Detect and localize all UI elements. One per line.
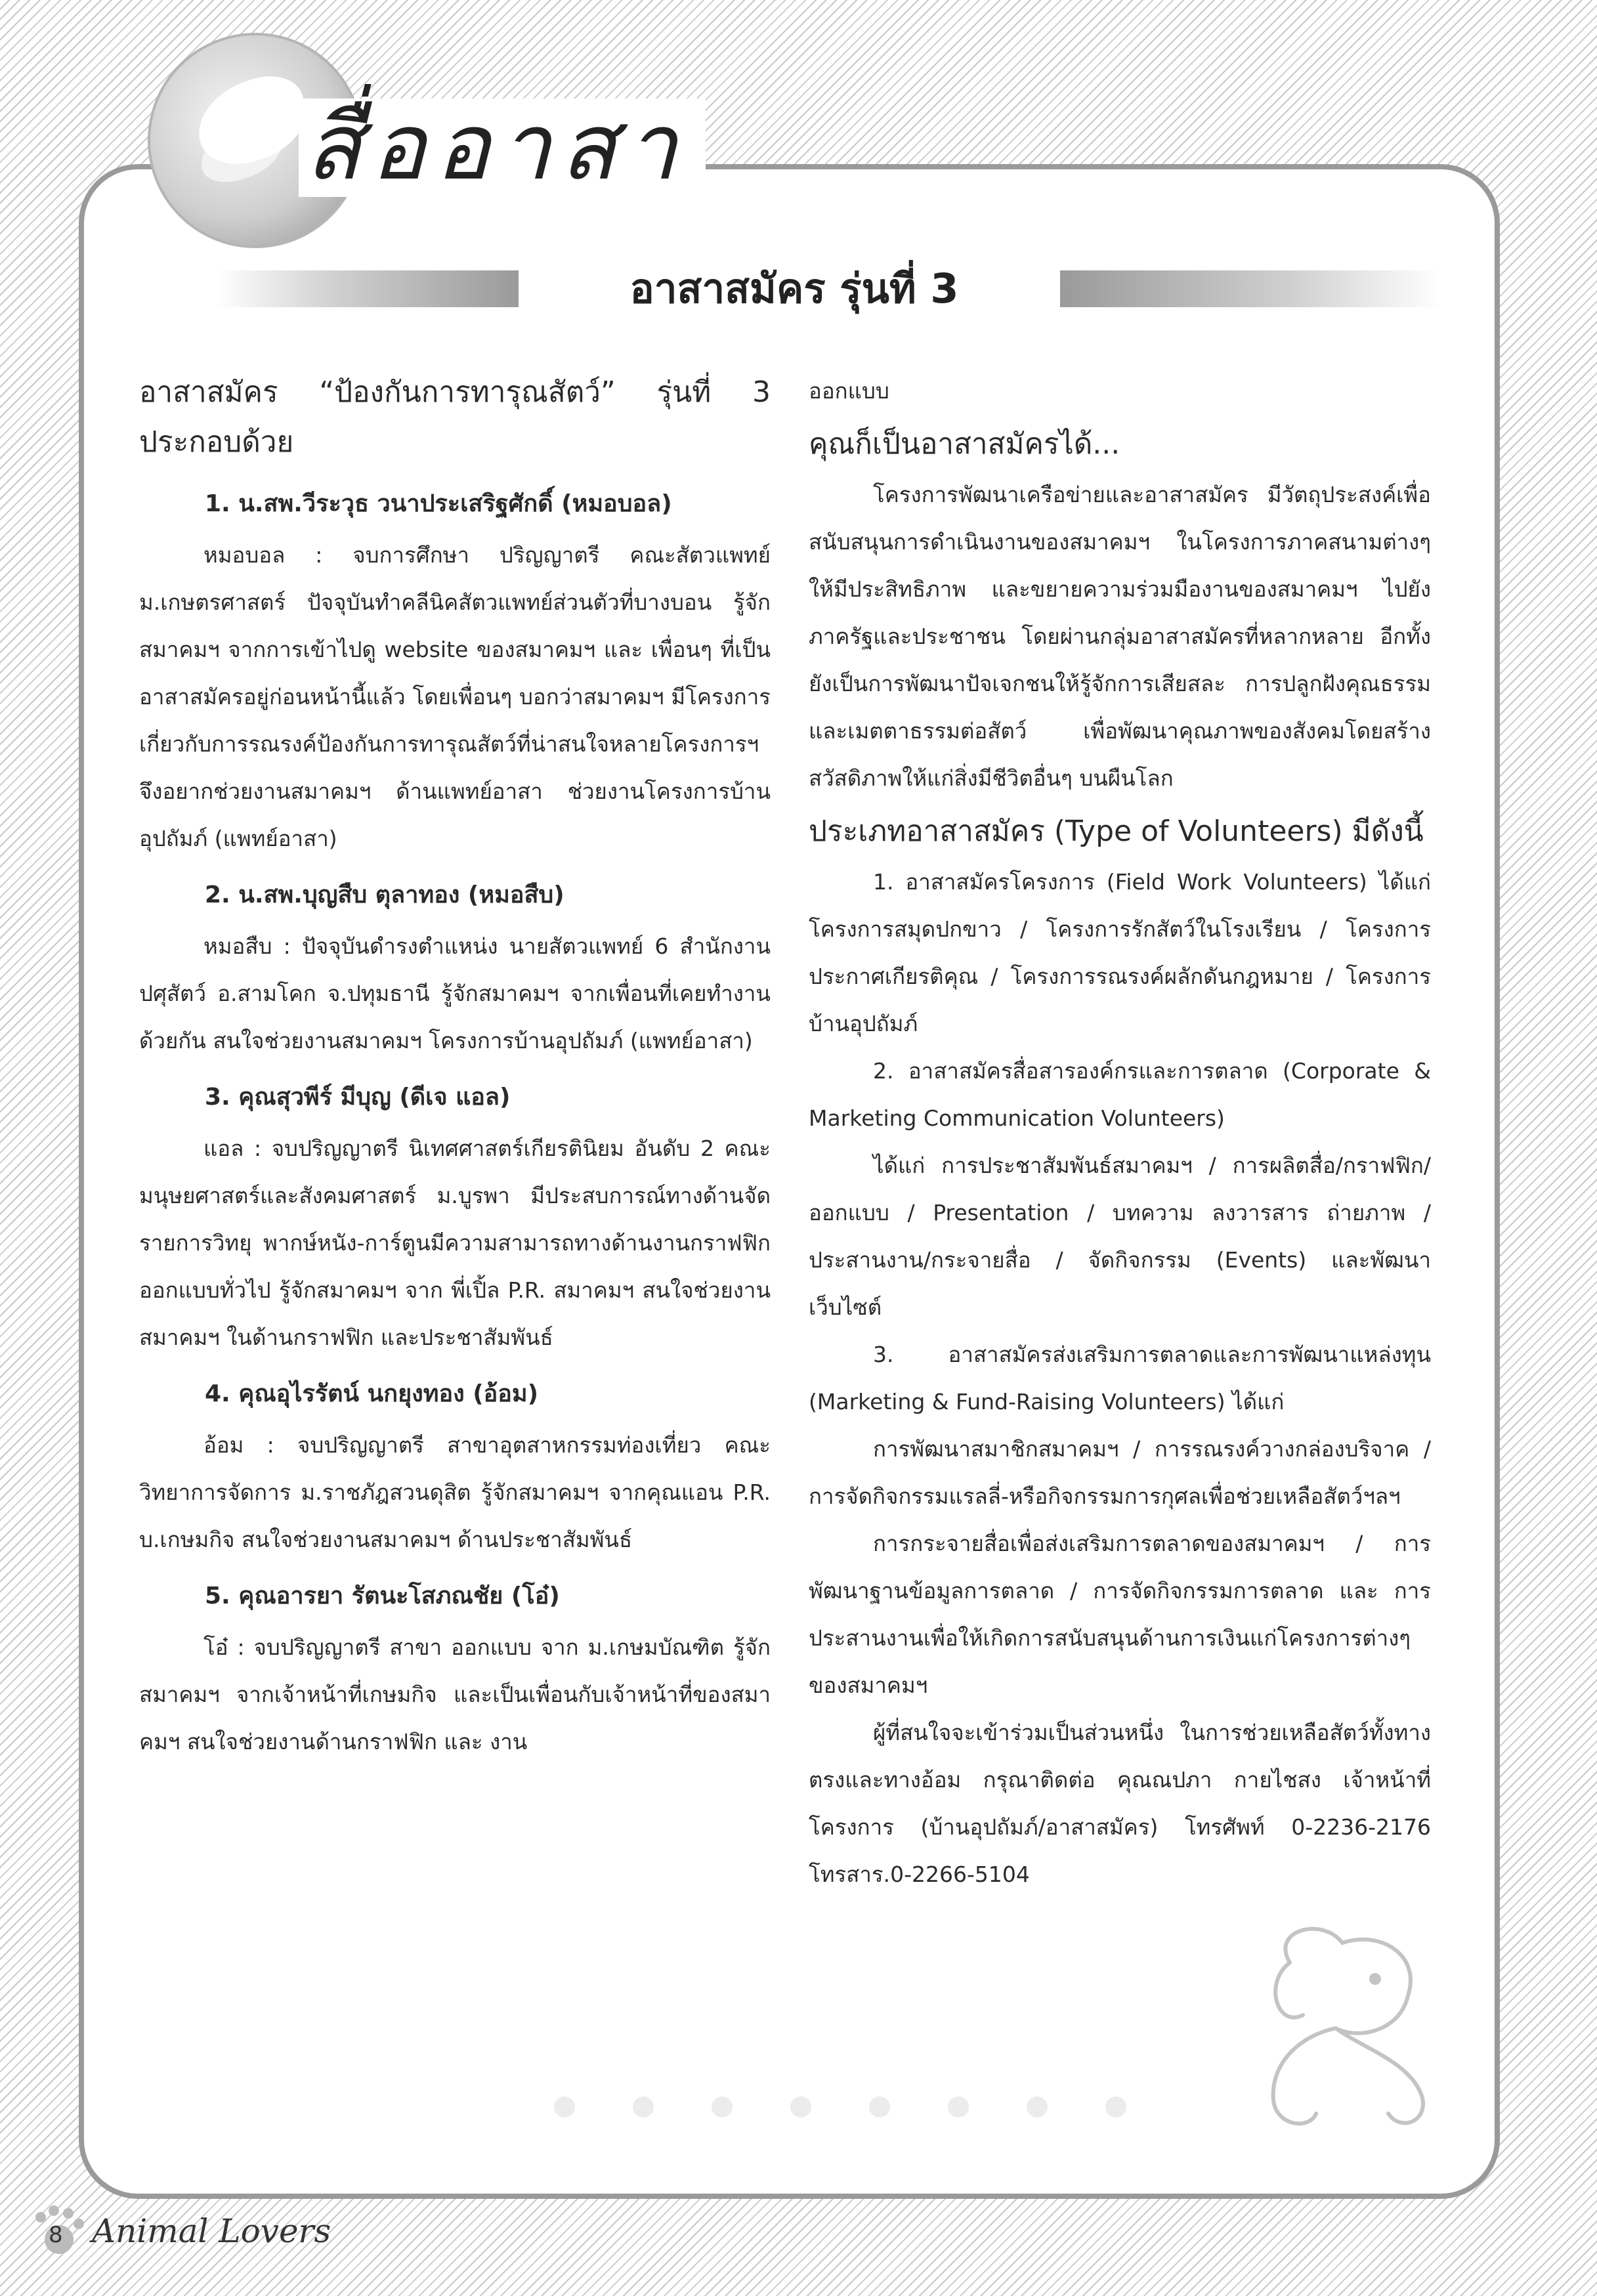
member-name-3: 3. คุณสุวพีร์ มีบุญ (ดีเจ แอล) xyxy=(205,1084,511,1111)
member-bio-2: หมอสืบ : ปัจจุบันดำรงตำแหน่ง นายสัตวแพทย์ 6 สำนักงานปศุสัตว์ อ.สามโคก จ.ปทุมธานี รู้จักสมาคมฯ จากเพื่อนที่เคยทำงานด้วยกัน สนใจช่วยงานสมาคมฯ โครงการบ้านอุปถัมภ์ (แพทย์อาสา) xyxy=(139,933,771,1053)
bird-image xyxy=(187,66,318,176)
type-3-body-2: การกระจายสื่อเพื่อส่งเสริมการตลาดของสมาคมฯ / การพัฒนาฐานข้อมูลการตลาด / การจัดกิจกรรมการตลาด และ การประสานงานเพื่อให้เกิดการสนับสนุนด้านการเงินแก่โครงการต่างๆ ของสมาคมฯ xyxy=(809,1531,1431,1698)
type-1: 1. อาสาสมัครโครงการ (Field Work Volunteers) ได้แก่ โครงการสมุดปกขาว / โครงการรักสัตว์ในโรงเรียน / โครงการประกาศเกียรติคุณ / โครงการรณรงค์ผลักดันกฎหมาย / โครงการบ้านอุปถัมภ์ xyxy=(809,869,1431,1036)
right-column xyxy=(809,368,1431,1898)
type-2-body: ได้แก่ การประชาสัมพันธ์สมาคมฯ / การผลิตสื่อ/กราฟฟิก/ออกแบบ / Presentation / บทความ ลงวารสาร ถ่ายภาพ / ประสานงาน/กระจายสื่อ / จัดกิจกรรม (Events) และพัฒนาเว็บไซต์ xyxy=(809,1153,1431,1320)
member-bio-4: อ้อม : จบปริญญาตรี สาขาอุตสาหกรรมท่องเที่ยว คณะวิทยาการจัดการ ม.ราชภัฎสวนดุสิต รู้จักสมาคมฯ จากคุณแอน P.R. บ.เกษมกิจ สนใจช่วยงานสมาคมฯ ด้านประชาสัมพันธ์ xyxy=(139,1432,771,1552)
article-heading: อาสาสมัคร รุ่นที่ 3 xyxy=(629,265,959,312)
member-bio-3: แอล : จบปริญญาตรี นิเทศศาสตร์เกียรตินิยม อันดับ 2 คณะมนุษยศาสตร์และสังคมศาสตร์ ม.บูรพา มีประสบการณ์ทางด้านจัดรายการวิทยุ พากษ์หนัง-การ์ตูนมีความสามารถทางด้านงานกราฟฟิก ออกแบบทั่วไป รู้จักสมาคมฯ จาก พี่เปิ้ล P.R. สมาคมฯ สนใจช่วยงานสมาคมฯ ในด้านกราฟฟิก และประชาสัมพันธ์ xyxy=(139,1136,771,1350)
intro-text: อาสาสมัคร “ป้องกันการทารุณสัตว์” รุ่นที่ 3 ประกอบด้วย xyxy=(139,375,771,459)
type-3-body-1: การพัฒนาสมาชิกสมาคมฯ / การรณรงค์วางกล่องบริจาค / การจัดกิจกรรมแรลลี่-หรือกิจกรรมการกุศลเพื่อช่วยเหลือสัตว์ฯลฯ xyxy=(809,1436,1431,1509)
member-name-4: 4. คุณอุไรรัตน์ นกยุงทอง (อ้อม) xyxy=(205,1380,539,1407)
member-name-5: 5. คุณอารยา รัตนะโสภณชัย (โอ๋) xyxy=(205,1583,560,1609)
continued-text: ออกแบบ xyxy=(809,378,889,404)
contact-info: ผู้ที่สนใจจะเข้าร่วมเป็นส่วนหนึ่ง ในการช่วยเหลือสัตว์ทั้งทางตรงและทางอ้อม กรุณาติดต่อ คุณณปภา กายไชสง เจ้าหน้าที่โครงการ (บ้านอุปถัมภ์/อาสาสมัคร) โทรศัพท์ 0-2236-2176 โทรสาร.0-2266-5104 xyxy=(809,1720,1431,1887)
type-3-title: 3. อาสาสมัครส่งเสริมการตลาดและการพัฒนาแหล่งทุน (Marketing & Fund-Raising Volunteers) ได้แก่ xyxy=(809,1342,1431,1414)
dog-illustration xyxy=(1211,1917,1460,2140)
heading-bar-left xyxy=(217,270,519,307)
program-description: โครงการพัฒนาเครือข่ายและอาสาสมัคร มีวัตถุประสงค์เพื่อสนับสนุนการดำเนินงานของสมาคมฯ ในโครงการภาคสนามต่างๆ ให้มีประสิทธิภาพ และขยายความร่วมมืองานของสมาคมฯ ไปยังภาครัฐและประชาชน โดยผ่านกลุ่มอาสาสมัครที่หลากหลาย อีกทั้งยังเป็นการพัฒนาปัจเจกชนให้รู้จักการเสียสละ การปลูกฝังคุณธรรมและเมตตาธรรมต่อสัตว์ เพื่อพัฒนาคุณภาพของสังคมโดยสร้างสวัสดิภาพให้แก่สิ่งมีชีวิตอื่นๆ บนผืนโลก xyxy=(809,482,1431,791)
heading-bar-right xyxy=(1060,270,1441,307)
magazine-name: Animal Lovers xyxy=(92,2212,331,2250)
type-2-title: 2. อาสาสมัครสื่อสารองค์กรและการตลาด (Corporate & Marketing Communication Volunteers) xyxy=(809,1058,1431,1131)
paw-trail-decoration xyxy=(538,2087,1195,2127)
member-name-2: 2. น.สพ.บุญสืบ ตุลาทอง (หมอสืบ) xyxy=(205,882,564,908)
member-name-1: 1. น.สพ.วีระวุธ วนาประเสริฐศักดิ์ (หมอบอล) xyxy=(205,490,672,517)
member-bio-1: หมอบอล : จบการศึกษา ปริญญาตรี คณะสัตวแพทย์ ม.เกษตรศาสตร์ ปัจจุบันทำคลีนิคสัตวแพทย์ส่วนตัวที่บางบอน รู้จักสมาคมฯ จากการเข้าไปดู website ของสมาคมฯ และ เพื่อนๆ ที่เป็นอาสาสมัครอยู่ก่อนหน้านี้แล้ว โดยเพื่อนๆ บอกว่าสมาคมฯ มีโครงการเกี่ยวกับการรณรงค์ป้องกันการทารุณสัตว์ที่น่าสนใจหลายโครงการฯ จึงอยากช่วยงานสมาคมฯ ด้านแพทย์อาสา ช่วยงานโครงการบ้านอุปถัมภ์ (แพทย์อาสา) xyxy=(139,542,771,851)
subheading-types: ประเภทอาสาสมัคร (Type of Volunteers) มีดังนี้ xyxy=(809,815,1424,848)
member-bio-5: โอ๋ : จบปริญญาตรี สาขา ออกแบบ จาก ม.เกษมบัณฑิต รู้จักสมาคมฯ จากเจ้าหน้าที่เกษมกิจ และเป็นเพื่อนกับเจ้าหน้าที่ของสมาคมฯ สนใจช่วยงานด้านกราฟฟิก และ งาน xyxy=(139,1634,771,1754)
subheading-volunteer: คุณก็เป็นอาสาสมัครได้... xyxy=(809,427,1120,461)
left-column xyxy=(139,368,771,1766)
page-number: 8 xyxy=(49,2222,63,2248)
section-title: สื่ออาสา xyxy=(299,98,706,197)
